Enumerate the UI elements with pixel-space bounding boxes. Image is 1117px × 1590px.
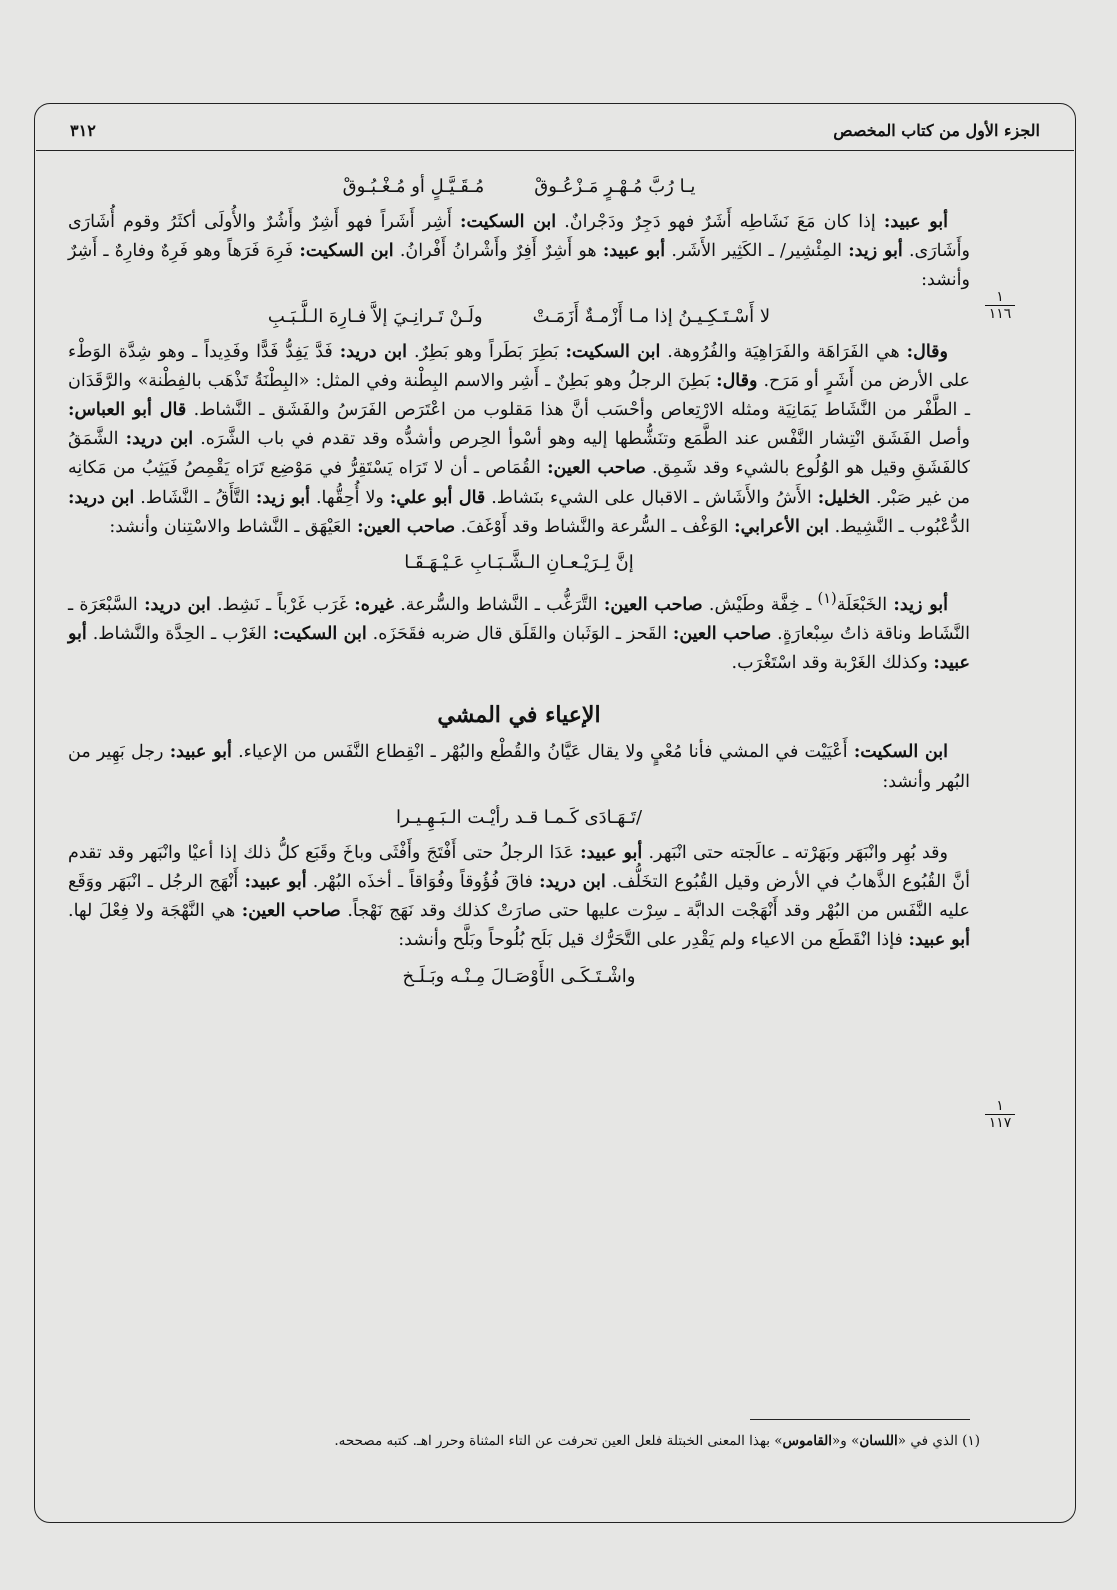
verse-hemistich: ولَـنْ تَـرانِـيَ إلاَّ فـارِهَ الـلَّـبَـبِ — [267, 305, 483, 327]
paragraph — [68, 738, 970, 796]
speaker: ابن الأعرابي: — [734, 516, 830, 537]
text: وكذلك الغَرْبة وقد اسْتَغْرَب. — [731, 653, 934, 674]
verse-line: واشْـتَـكَـى الأَوْصَـالَ مِـنْـه وبَـلَـخ — [402, 965, 636, 987]
speaker: صاحب العين: — [357, 516, 456, 537]
speaker: صاحب العين: — [672, 624, 772, 645]
verse-hemistich: يـا رُبَّ مُـهْـرٍ مَـزْعُـوقْ — [534, 176, 696, 197]
speaker: أبو عبيد: — [602, 241, 666, 262]
speaker: أبو زيد: — [893, 594, 948, 615]
text: فَرِهَ فَرَهاً وهو فَرِهٌ وفارِهٌ ـ أَشِرٌ وأنشد: — [68, 241, 970, 291]
text: بَطِنَ الرجلُ وهو بَطِنٌ ـ أَشِر والاسم البِطْنة وفي المثل: «البِطْنَةُ تَذْهَب بالفِطْنة» والرَّقَدَان ـ الطَّفْر من النَّشَاط يَمَانِيَة ومثله الارْتِعاص وأحْسَب أنَّ هذا مَقلوب من اعْتَرَص الفَرَسُ والفَشَق ـ النَّشاط. — [68, 370, 970, 421]
speaker: صاحب العين: — [547, 458, 646, 479]
speaker: ابن السكيت: — [565, 341, 661, 362]
text: التَّأَقُ ـ النَّشَاط. — [134, 487, 256, 508]
text: المِئْشِير/ ـ الكَثِير الأَشَر. — [665, 241, 849, 262]
speaker: قال أبو العباس: — [68, 400, 187, 421]
text: هي الفَرَاهَة والفَرَاهِيَة والفُرُوهة. — [660, 341, 907, 362]
text: وأصل الفَشَق انْتِشار النَّفْس عند الطَّمَع وتنَشُّطها إليه وهو أسْوأ الحِرص وأشدُّه وقد تقدم في باب الشَّرَه. — [193, 429, 970, 450]
speaker: ابن دريد: — [68, 487, 135, 508]
text: غَرَب غَرْباً ـ نَشِط. — [210, 594, 355, 615]
verse-line — [68, 172, 970, 202]
paragraph — [68, 839, 970, 956]
margin-reference-116 — [985, 289, 1015, 322]
margin-reference-117 — [985, 1098, 1015, 1131]
text: رجل بَهِير من البُهر وأنشد: — [68, 742, 970, 792]
text: هي النَّهْجَة ولا فِعْلَ لها. — [68, 901, 242, 922]
speaker: أبو عبيد: — [68, 624, 970, 674]
section-heading: الإعياء في المشي — [437, 702, 601, 729]
text: عَدَا الرجلُ حتى أَفْتَجَ وأَفْثَى وباخَ وقَبَع كلُّ ذلك إذا أعيْا وانْبَهر وقد تقدم أنَّ القُبُوع الذَّهابُ في الأرض وقيل القُبُوع التخَلُّف. — [68, 842, 971, 893]
speaker: وقال: — [906, 341, 948, 362]
speaker: ابن السكيت: — [853, 742, 949, 763]
text: الغَرْب ـ الحِدَّة والنَّشاط. — [86, 624, 273, 645]
text: وقد بُهِر وانْبَهَر وبَهَرْته ـ عالَجته حتى انْبَهر. — [642, 842, 948, 863]
speaker: أبو عبيد: — [908, 930, 970, 951]
speaker: ابن السكيت: — [460, 212, 557, 232]
margin-ref-part: ١ — [985, 1098, 1015, 1115]
text: ولا أُحِقُّها. — [310, 487, 390, 508]
footnote — [68, 1430, 980, 1452]
speaker: ابن دريد: — [339, 341, 408, 362]
verse-line: /تَـهَـادَى كَـمـا قـد رأيْـت الـبَـهِـيـرا — [395, 806, 643, 828]
footnote-reference[interactable]: (١) — [817, 590, 837, 608]
margin-ref-part: ١ — [985, 289, 1015, 306]
footnote-rule — [750, 1419, 970, 1420]
text: فَدَّ يَفِدُّ فَدًّا وفَدِيداً ـ وهو شِدَّة الوَطْء على الأرض من أَشَرٍ أو مَرَح. — [68, 341, 970, 391]
verse-hemistich: لا أَسْـتَـكِـيـنُ إذا مـا أَزْمـةٌ أَزَمَـتْ — [532, 305, 771, 327]
text: ـ خِفَّة وطَيْش. — [702, 594, 818, 615]
text: أَشِر أَشَراً فهو أَشِرٌ وأَشُرٌ والأُولَى أكثَرُ وقوم أُشَارَى وأَشَارَى. — [68, 212, 970, 262]
speaker: أبو عبيد: — [883, 212, 948, 232]
margin-ref-page: ١١٦ — [988, 306, 1012, 322]
text: هو أَشِرٌ أَفِرٌ وأَشْرانُ أَفْرانُ. — [393, 241, 603, 262]
text: أَعْيَيْت في المشي فأنا مُعْيٍ ولا يقال عَيَّانُ والقُطْع والبُهْر ـ انْقِطاع النَّفَس من الإعياء. — [231, 742, 854, 763]
source-name: اللسان — [859, 1433, 898, 1449]
text: إذا كان مَعَ نَشَاطِه أَشَرٌ فهو دَجِرٌ ودَجْرانٌ. — [556, 212, 884, 232]
text: السَّبْعَرَة ـ النَّشَاط وناقة ذاتُ سِبْعارَةٍ. — [68, 594, 970, 645]
source-name: القاموس — [782, 1433, 833, 1449]
speaker: أبو زيد: — [255, 487, 311, 508]
text: القَحز ـ الوَثَبان والقَلَق قال ضربه فقَحَزَه. — [366, 624, 673, 645]
speaker: ابن السكيت: — [299, 241, 394, 262]
text: الذي في « — [897, 1433, 958, 1449]
verse-hemistich: مُـقَـيَّـلٍ أو مُـغْـبُـوقْ — [342, 176, 485, 197]
speaker: الخليل: — [817, 487, 870, 508]
text: العَيْهَق ـ النَّشاط والاسْتِنان وأنشد: — [109, 516, 358, 537]
margin-ref-page: ١١٧ — [988, 1115, 1012, 1131]
verse-line — [68, 302, 970, 332]
speaker: أبو عبيد: — [244, 872, 307, 893]
paragraph — [68, 338, 970, 542]
text: » بهذا المعنى الخبتلة فلعل العين تحرفت عن التاء المثناة وحرر اهـ. كتبه مصححه. — [334, 1433, 783, 1449]
text: فإذا انْقَطَع من الاعياء ولم يَقْدِر على التَّحَرُّك قيل بَلَح بُلُوحاً وبَلَّح وأنشد: — [398, 930, 909, 951]
speaker: ابن السكيت: — [272, 624, 367, 645]
running-header — [70, 117, 1040, 143]
paragraph — [68, 208, 970, 296]
header-rule — [36, 150, 1074, 151]
speaker: أبو عبيد: — [580, 842, 643, 863]
text: الأَشُ والأَشَاش ـ الاقبال على الشيء بنَشاط. — [485, 487, 818, 508]
text: التَّرَغُّب ـ النَّشاط والسُّرعة. — [393, 594, 604, 615]
speaker: أبو عبيد: — [169, 742, 232, 763]
speaker: أبو زيد: — [848, 241, 903, 262]
text: » و« — [832, 1433, 860, 1449]
text: فاقَ فُؤُوقاً وفُوَاقاً ـ أخذَه البُهْر. — [306, 872, 540, 893]
running-title: الجزء الأول من كتاب المخصص — [833, 120, 1040, 140]
text: أَنْهَج الرجُل ـ انْبَهَر ووَقَع عليه النَّفَس من البُهْر وقد أَنْهَجْت الدابَّة ـ سِرْت عليها حتى صارَتْ كذلك وقد نَهَج نَهْجاً. — [68, 872, 970, 922]
verse-line: إنَّ لِـرَيْـعـانِ الـشَّـبَـابِ عَـيْـهَـقَـا — [404, 552, 634, 574]
page-number: ٣١٢ — [70, 120, 96, 140]
speaker: قال أبو علي: — [389, 487, 486, 508]
speaker: وقال: — [716, 370, 758, 391]
text: القُمَاص ـ أن لا تَرَاه يَسْتَقِرُّ في مَوْضِع تَرَاه يَقْمِصُ فَيَثِبُ من مَكانِه من غير صَبْر. — [68, 458, 971, 508]
speaker: ابن دريد: — [144, 594, 211, 615]
text: الوَغْف ـ السُّرعة والنَّشاط وقد أَوْغَفَ. — [455, 516, 735, 537]
paragraph — [68, 584, 970, 678]
text: الخَبْعَلَة — [836, 594, 894, 615]
text: الشَّمَقُ كالفَشَقِ وقيل هو الوُلُوع بالشيء وقد شَمِق. — [68, 429, 970, 479]
text: بَطِرَ بَطَراً وهو بَطِرٌ. — [407, 341, 566, 362]
text: الدُّعْبُوب ـ النَّشِيط. — [829, 516, 970, 537]
speaker: صاحب العين: — [241, 901, 341, 922]
speaker: صاحب العين: — [603, 594, 703, 615]
speaker: غيره: — [354, 594, 394, 615]
speaker: ابن دريد: — [539, 872, 606, 893]
speaker: ابن دريد: — [125, 429, 194, 450]
footnote-marker: (١) — [962, 1433, 980, 1449]
main-text — [68, 166, 970, 998]
